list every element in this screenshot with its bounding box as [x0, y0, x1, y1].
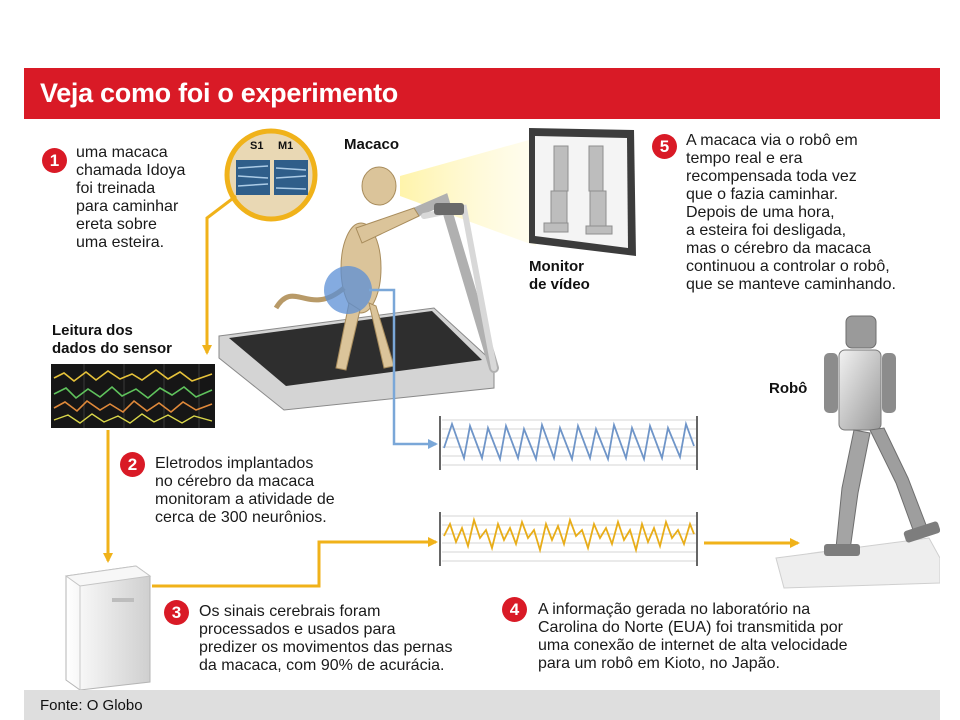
video-monitor-icon [529, 128, 636, 256]
step-5-text: A macaca via o robô em tempo real e era recompensada toda vez que o fazia caminhar. Depois de uma hora, a esteira foi desligada, mas o cérebro da macaca continuou a controlar o robô, que se manteve caminhando. [686, 132, 896, 293]
robot-illustration [776, 316, 940, 588]
s1-label: S1 [250, 140, 264, 152]
arrow-computer-to-yellow-chart [152, 542, 436, 586]
arrow-brain-to-sensor [207, 196, 236, 353]
step-1-text: uma macaca chamada Idoya foi treinada para caminhar ereta sobre uma esteira. [76, 144, 186, 251]
step-5-badge: 5 [652, 134, 677, 159]
footer-bar [24, 690, 940, 720]
step-4-badge: 4 [502, 597, 527, 622]
computer-tower-icon [66, 566, 150, 690]
source-credit: Fonte: O Globo [40, 697, 143, 714]
step-2-text: Eletrodos implantados no cérebro da macaca monitoram a atividade de cerca de 300 neurônios. [155, 455, 335, 526]
electrode-implant-marker [324, 266, 372, 314]
yellow-signal-chart [440, 512, 697, 566]
m1-label: M1 [278, 140, 294, 152]
sensor-readout-panel [51, 364, 215, 428]
step-3-text: Os sinais cerebrais foram processados e usados para predizer os movimentos das pernas da macaca, com 90% de acurácia. [199, 603, 453, 674]
step-1-badge: 1 [42, 148, 67, 173]
step-4-text: A informação gerada no laboratório na Carolina do Norte (EUA) foi transmitida por uma conexão de internet de alta velocidade para um robô em Kioto, no Japão. [538, 601, 848, 672]
page-title: Veja como foi o experimento [40, 78, 398, 108]
brain-sensor-icon [227, 131, 315, 219]
blue-signal-chart [440, 416, 697, 470]
step-2-badge: 2 [120, 452, 145, 477]
sensor-readout-label: Leitura dos dados do sensor [52, 322, 173, 357]
robot-label: Robô [769, 380, 808, 397]
video-monitor-label: Monitor de vídeo [529, 258, 590, 293]
infographic [24, 68, 940, 720]
step-3-badge: 3 [164, 600, 189, 625]
monkey-label: Macaco [344, 136, 400, 153]
